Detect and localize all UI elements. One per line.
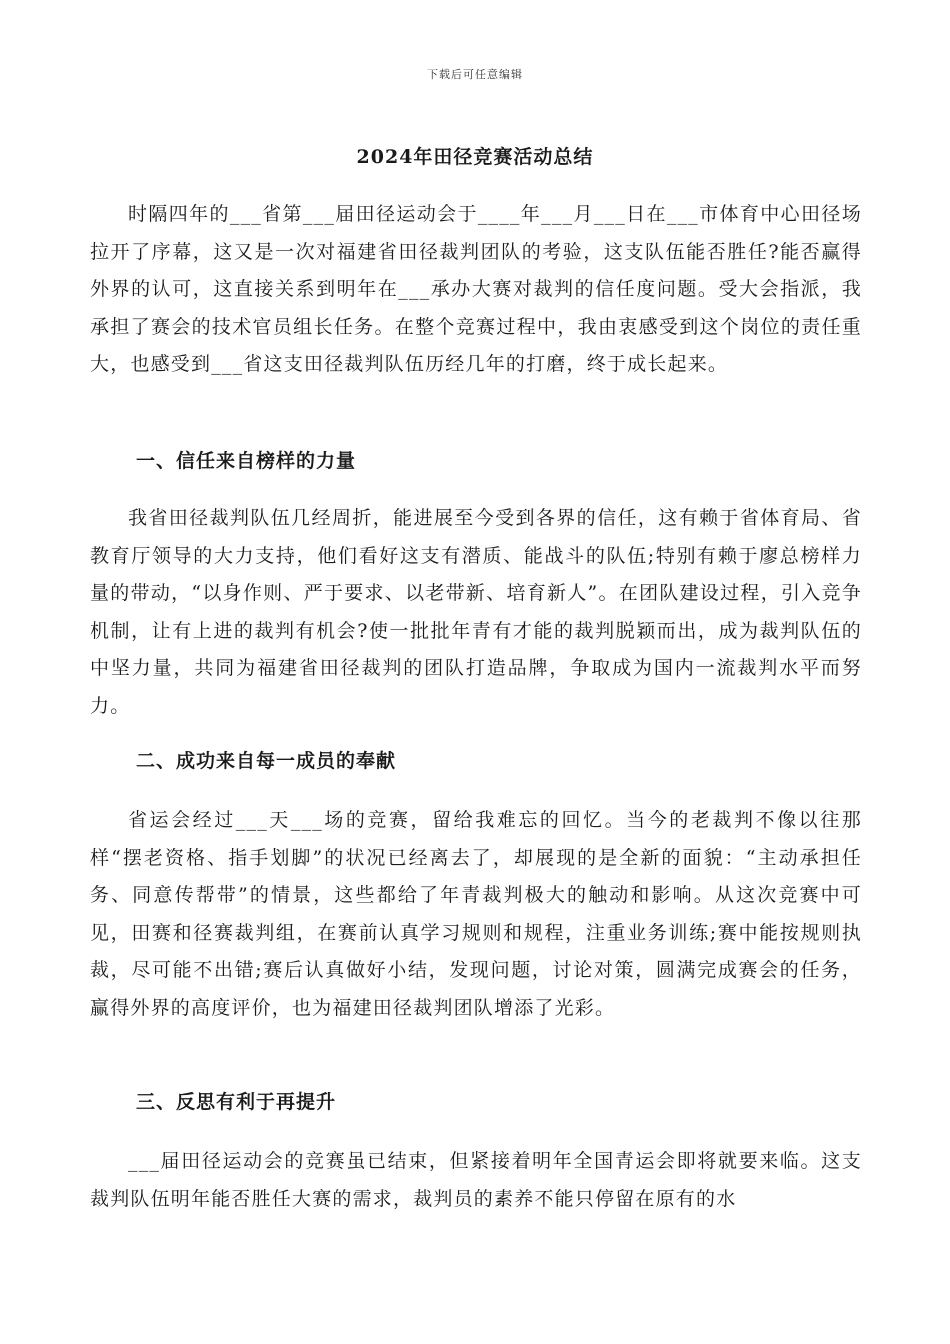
paragraph-intro: 时隔四年的___省第___届田径运动会于____年___月___日在___市体育中心田径场拉开了序幕，这又是一次对福建省田径裁判团队的考验，这支队伍能否胜任?能否赢得外界的认可，这直接关系到明年在___承办大赛对裁判的信任度问题。受大会指派，我承担了赛会的技术官员组长任务。在整个竞赛过程中，我由衷感受到这个岗位的责任重大，也感受到___省这支田径裁判队伍历经几年的打磨，终于成长起来。: [90, 203, 862, 375]
section-heading-1: 一、信任来自榜样的力量: [136, 450, 357, 472]
section-heading-2: 二、成功来自每一成员的奉献: [136, 750, 397, 772]
paragraph-section-2: 省运会经过___天___场的竞赛，留给我难忘的回忆。当今的老裁判不像以往那样“摆老资格、指手划脚”的状况已经离去了，却展现的是全新的面貌：“主动承担任务、同意传帮带”的情景，这些都给了年青裁判极大的触动和影响。从这次竞赛中可见，田赛和径赛裁判组，在赛前认真学习规则和规程，注重业务训练;赛中能按规则执裁，尽可能不出错;赛后认真做好小结，发现问题，讨论对策，圆满完成赛会的任务，赢得外界的高度评价，也为福建田径裁判团队增添了光彩。: [90, 809, 862, 1019]
section-heading-3: 三、反思有利于再提升: [136, 1091, 337, 1113]
header-note: 下载后可任意编辑: [427, 68, 523, 81]
paragraph-section-1: 我省田径裁判队伍几经周折，能进展至今受到各界的信任，这有赖于省体育局、省教育厅领导的大力支持，他们看好这支有潜质、能战斗的队伍;特别有赖于廖总榜样力量的带动，“以身作则、严于要求、以老带新、培育新人”。在团队建设过程，引入竞争机制，让有上进的裁判有机会?使一批批年青有才能的裁判脱颖而出，成为裁判队伍的中坚力量，共同为福建省田径裁判的团队打造品牌，争取成为国内一流裁判水平而努力。: [90, 507, 862, 717]
paragraph-section-3: ___届田径运动会的竞赛虽已结束，但紧接着明年全国青运会即将就要来临。这支裁判队伍明年能否胜任大赛的需求，裁判员的素养不能只停留在原有的水: [90, 1150, 862, 1210]
document-title: 2024年田径竞赛活动总结: [356, 146, 594, 168]
